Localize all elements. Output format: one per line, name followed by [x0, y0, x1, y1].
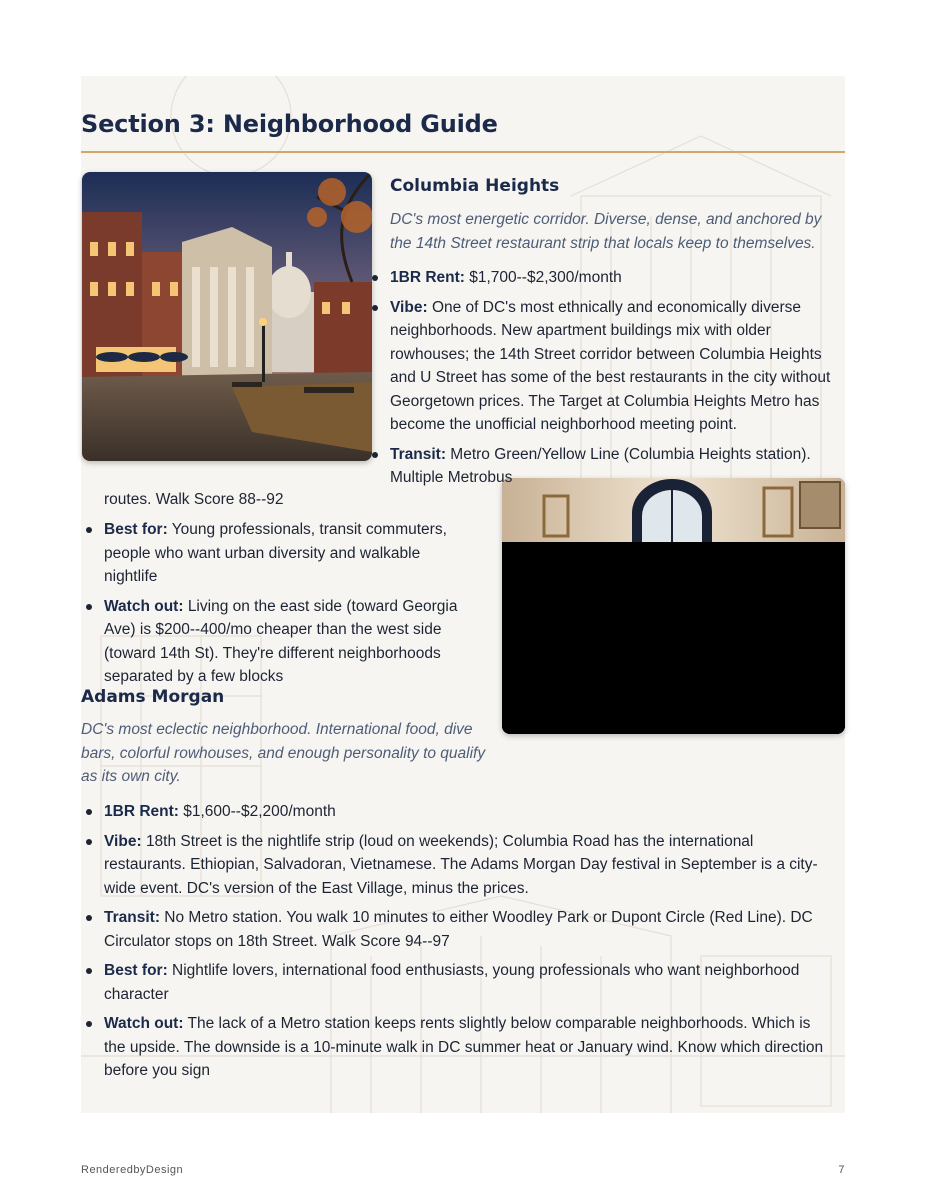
- adams-morgan-photo: [502, 478, 845, 734]
- rent-label: 1BR Rent:: [104, 803, 179, 820]
- footer-brand: RenderedbyDesign: [81, 1164, 184, 1176]
- transit-label: Transit:: [390, 445, 446, 463]
- watch-out-value: Living on the east side (toward Georgia Ave) is $200--400/mo cheaper than the west side (toward 14th St). They're different neighborhoods separated by a few blocks: [104, 597, 458, 685]
- transit-label: Transit:: [104, 909, 160, 926]
- vibe-label: Vibe:: [390, 298, 428, 316]
- page-number: 7: [838, 1164, 845, 1176]
- columbia-transit-continued: routes. Walk Score 88--92: [104, 491, 284, 508]
- rent-value: $1,700--$2,300/month: [469, 269, 622, 286]
- columbia-heights-photo: [82, 172, 372, 461]
- transit-value: Metro Green/Yellow Line (Columbia Heights station). Multiple Metrobus: [390, 445, 811, 486]
- list-item: [368, 296, 842, 437]
- watch-out-value: The lack of a Metro station keeps rents slightly below comparable neighborhoods. Which is the upside. The downside is a 10-minute walk in DC summer heat or January wind. Know which direction before you sign: [104, 1015, 824, 1079]
- list-item: [82, 959, 834, 1006]
- adams-morgan-lead: DC's most eclectic neighborhood. International food, dive bars, colorful rowhouses, and enough personality to qualify as its own city.: [81, 721, 486, 785]
- watch-out-label: Watch out:: [104, 597, 184, 615]
- columbia-heights-details: [368, 266, 842, 496]
- title-divider: [81, 151, 845, 153]
- transit-value: No Metro station. You walk 10 minutes to either Woodley Park or Dupont Circle (Red Line). DC Circulator stops on 18th Street. Walk Score 94--97: [104, 909, 813, 950]
- columbia-heights-lead: DC's most energetic corridor. Diverse, dense, and anchored by the 14th Street restaurant strip that locals keep to themselves.: [390, 211, 822, 252]
- adams-morgan-details: [82, 800, 834, 1089]
- list-item: [82, 1012, 834, 1083]
- list-item: [368, 443, 842, 490]
- columbia-heights-heading: Columbia Heights: [390, 176, 560, 196]
- vibe-value: 18th Street is the nightlife strip (loud on weekends); Columbia Road has the international restaurants. Ethiopian, Salvadoran, Vietnamese. The Adams Morgan Day festival in September is a city-wide event. DC's version of the East Village, minus the prices.: [104, 832, 818, 897]
- best-for-value: Nightlife lovers, international food enthusiasts, young professionals who want neighborhood character: [104, 962, 800, 1003]
- list-item: [82, 595, 477, 689]
- best-for-label: Best for:: [104, 521, 168, 538]
- best-for-value: Young professionals, transit commuters, people who want urban diversity and walkable nightlife: [104, 521, 447, 585]
- watch-out-label: Watch out:: [104, 1015, 184, 1032]
- adams-morgan-heading: Adams Morgan: [81, 687, 225, 707]
- list-item: [82, 800, 834, 824]
- columbia-heights-details-continued: [82, 518, 477, 695]
- vibe-label: Vibe:: [104, 832, 142, 850]
- list-item: [82, 906, 834, 953]
- list-item: [368, 266, 842, 290]
- rent-value: $1,600--$2,200/month: [183, 803, 336, 820]
- section-title: Section 3: Neighborhood Guide: [81, 110, 498, 138]
- rent-label: 1BR Rent:: [390, 269, 465, 286]
- list-item: [82, 830, 834, 901]
- best-for-label: Best for:: [104, 962, 168, 979]
- list-item: [82, 518, 477, 589]
- vibe-value: One of DC's most ethnically and economically diverse neighborhoods. New apartment buildings mix with older rowhouses; the 14th Street corridor between Columbia Heights and U Street has some of the best restaurants in the city without Georgetown prices. The Target at Columbia Heights Metro has become the unofficial neighborhood meeting point.: [390, 298, 831, 433]
